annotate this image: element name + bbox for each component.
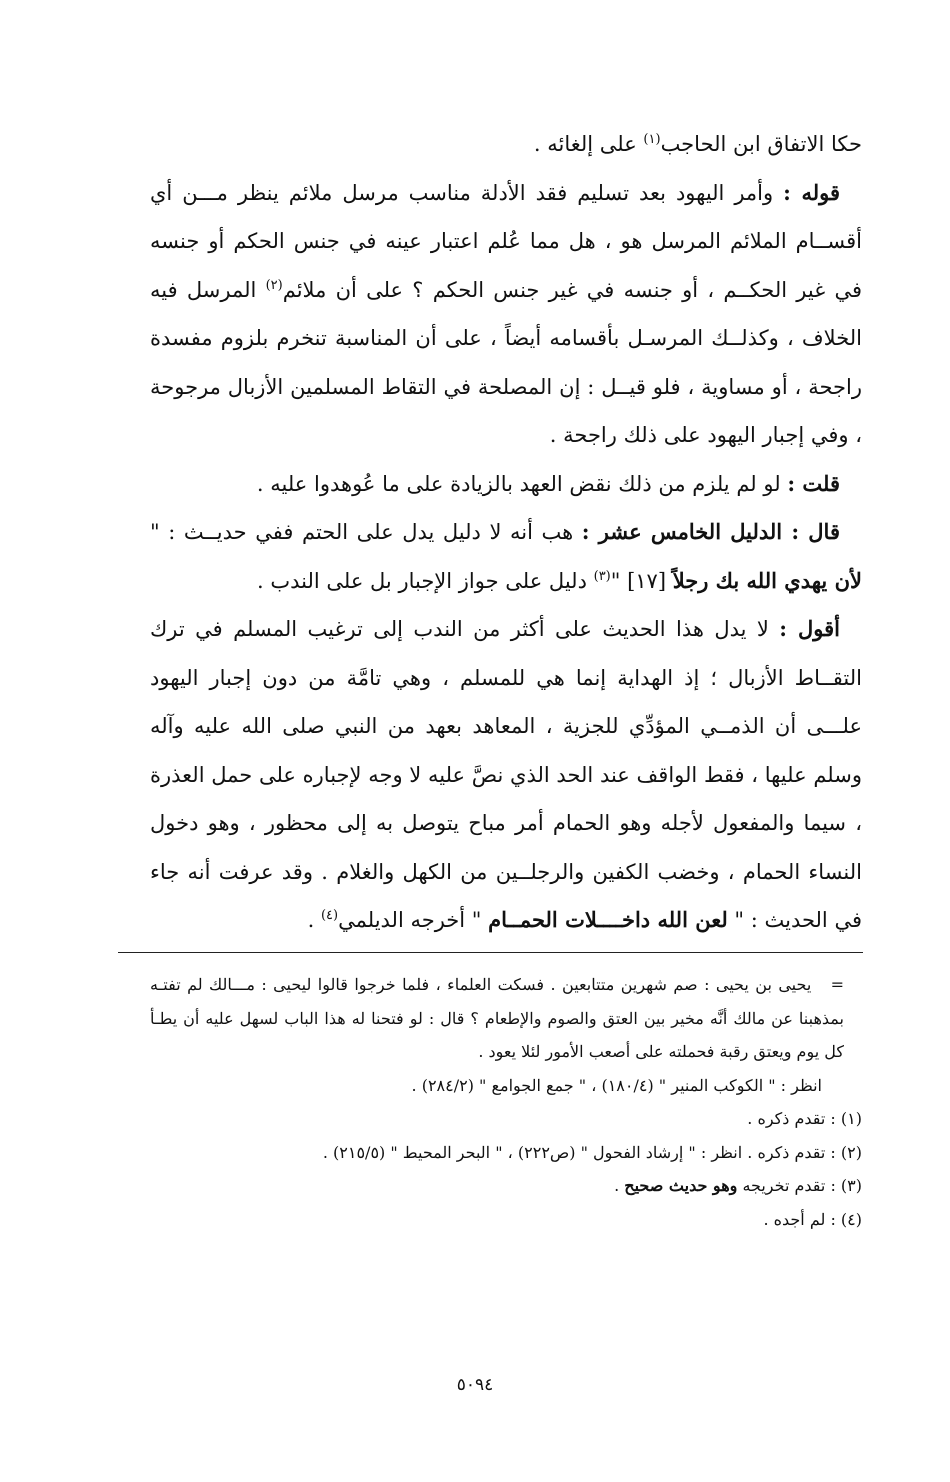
keyword-qawluhu: قوله : [783, 179, 840, 205]
paragraph-text: دليل على جواز الإجبار بل على الندب . [256, 568, 594, 593]
paragraph-text: على إلغائه . [533, 132, 644, 156]
footnote-text: (٢) : تقدم ذكره . انظر : " إرشاد الفحول " (ص٢٢٢) ، " البحر المحيط " (٢١٥/٥) . [322, 1142, 862, 1162]
footnote-ref-2: (٢) [265, 277, 283, 293]
paragraph-text: لا يدل هذا الحديث على أكثر من الندب إلى ترغيب المسلم في ترك التقــاط الأزبال ؛ إذ الهداية إنما هي للمسلم ، وهي تامَّة من دون إجبار اليهود علـــى أن الذمــي المؤدِّي للجزية ، المعاهد بعهد من النبي صلى الله عليه وآله وسلم عليها ، فقط الواقف عند الحد الذي نصَّ عليه لا وجه لإجباره على حمل العذرة ، سيما والمفعول لأجله وهو الحمام أمر مباح يتوصل به إلى محظور ، وهو دخول النساء الحمام ، وخضب الكفين والرجلــين من الكهل والغلام . وقد عرفت أنه جاء في الحديث : " [150, 617, 862, 932]
footnote-text: (٤) : لم أجده . [763, 1209, 862, 1229]
footnote-ref-3: (٣) [593, 568, 611, 584]
paragraph-3 [150, 460, 862, 509]
paragraph-text: " أخرجه الديلمي [338, 908, 489, 932]
footnote-text: يحيى بن يحيى : صم شهرين متتابعين . فسكت العلماء ، فلما خرجوا قالوا ليحيى : مـــالك لم تفتـه بمذهبنا عن مالك أنَّه مخير بين العتق والصوم والإطعام ؟ قال : لو فتحنا له هذا الباب لسهل عليه أن يطـأ كل يوم ويعتق رقبة فحملته على أصعب الأمور لئلا يعود . [150, 975, 845, 1061]
paragraph-text: [١٧] " [610, 568, 673, 593]
keyword-qultu: قلت : [787, 470, 840, 496]
paragraph-1 [150, 120, 862, 169]
footnote-text: . [614, 1176, 625, 1195]
hadith-quote: لأن يهدي الله بك رجلاً [672, 567, 862, 593]
continuation-marker: = [830, 975, 844, 994]
footnote-separator [118, 952, 863, 953]
paragraph-5 [150, 605, 862, 945]
footnote-text: (٣) : تقدم تخريجه [737, 1176, 862, 1195]
page-number: ٥٠٩٤ [456, 1375, 494, 1395]
paragraph-text: لو لم يلزم من ذلك نقض العهد بالزيادة على ما عُوهدوا عليه . [256, 471, 788, 496]
footnote-source [150, 1069, 862, 1103]
footnote-text: (١) : تقدم ذكره . [747, 1109, 862, 1128]
hadith-quote: لعن الله داخــــلات الحمــام [488, 907, 728, 932]
footnote-ref-1: (١) [643, 132, 661, 147]
footnote-continuation [150, 968, 862, 1069]
footnote-text: انظر : " الكوكب المنير " (١٨٠/٤) ، " جمع الجوامع " (٢٨٤/٢) . [411, 1075, 822, 1095]
footnote-3 [150, 1169, 862, 1203]
paragraph-text: المرسل فيه الخلاف ، وكذلــك المرسـل بأقسامه أيضاً ، على أن المناسبة تنخرم بلزوم مفسدة راجحة ، أو مساوية ، فلو قيــل : إن المصلحة في التقاط المسلمين الأزبال مرجوحة ، وفي إجبار اليهود على ذلك راجحة . [150, 277, 862, 447]
footnote-4 [150, 1203, 862, 1237]
paragraph-2 [150, 169, 862, 460]
footnote-ref-4: (٤) [320, 908, 339, 923]
paragraph-text: وأمر اليهود بعد تسليم فقد الأدلة مناسب مرسل ملائم ينظر مـــن أي أقســام الملائم المرسل هو ، هل مما عُلم اعتبار عينه في جنس الحكم أو جنسه في غير الحكــم ، أو جنسه في غير جنس الحكم ؟ على أن ملائم [150, 180, 862, 302]
footnote-emphasis: وهو حديث صحيح [624, 1176, 738, 1195]
keyword-aqulu: أقول : [779, 616, 840, 641]
paragraph-4 [150, 508, 862, 605]
keyword-qala-dalil: قال : الدليل الخامس عشر : [581, 519, 840, 544]
footnote-2 [150, 1136, 862, 1170]
paragraph-text: . [307, 908, 321, 932]
paragraph-text: هب أنه لا دليل يدل على الحتم ففي حديــث : " [150, 520, 582, 544]
main-text [150, 120, 862, 945]
paragraph-text: حكا الاتفاق ابن الحاجب [660, 132, 862, 156]
footnotes-section [150, 968, 862, 1236]
footnote-1 [150, 1102, 862, 1136]
